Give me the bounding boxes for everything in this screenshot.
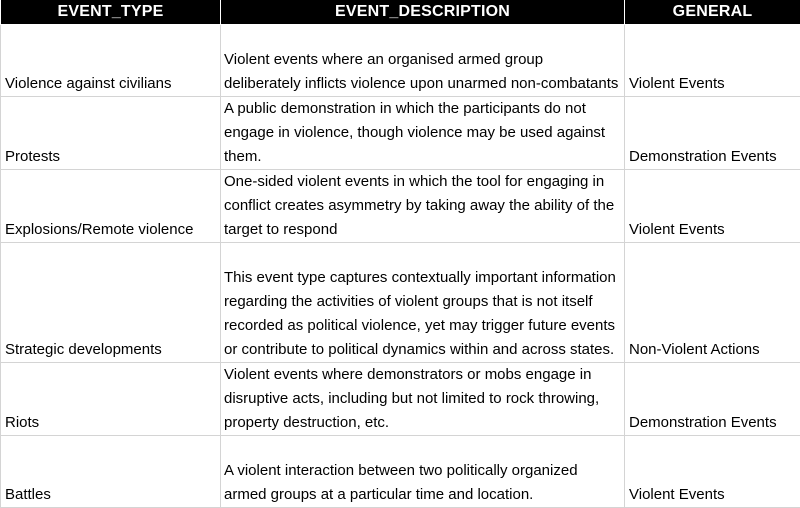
cell-general[interactable]: Violent Events <box>625 436 800 508</box>
cell-event-description[interactable]: Violent events where demonstrators or mobs engage in disruptive acts, including but not limited to rock throwing, property destruction, etc. <box>221 363 625 436</box>
cell-event-type[interactable]: Explosions/Remote violence <box>1 170 221 243</box>
header-event-type[interactable]: EVENT_TYPE <box>1 0 221 25</box>
table-row <box>1 170 800 243</box>
table-row <box>1 97 800 170</box>
cell-general[interactable]: Violent Events <box>625 170 800 243</box>
table-row <box>1 363 800 436</box>
cell-general[interactable]: Demonstration Events <box>625 363 800 436</box>
cell-event-description[interactable]: One-sided violent events in which the tool for engaging in conflict creates asymmetry by taking away the ability of the target to respond <box>221 170 625 243</box>
cell-general[interactable]: Non-Violent Actions <box>625 243 800 363</box>
cell-general[interactable]: Demonstration Events <box>625 97 800 170</box>
cell-general[interactable]: Violent Events <box>625 25 800 97</box>
header-event-description[interactable]: EVENT_DESCRIPTION <box>221 0 625 25</box>
cell-event-type[interactable]: Violence against civilians <box>1 25 221 97</box>
cell-event-type[interactable]: Battles <box>1 436 221 508</box>
cell-event-type[interactable]: Riots <box>1 363 221 436</box>
cell-event-description[interactable]: Violent events where an organised armed group deliberately inflicts violence upon unarmed non-combatants <box>221 25 625 97</box>
table-row <box>1 436 800 508</box>
cell-event-type[interactable]: Strategic developments <box>1 243 221 363</box>
table-row <box>1 243 800 363</box>
header-row <box>1 0 800 25</box>
cell-event-description[interactable]: A violent interaction between two politically organized armed groups at a particular time and location. <box>221 436 625 508</box>
header-general[interactable]: GENERAL <box>625 0 800 25</box>
cell-event-type[interactable]: Protests <box>1 97 221 170</box>
cell-event-description[interactable]: A public demonstration in which the participants do not engage in violence, though violence may be used against them. <box>221 97 625 170</box>
table-row <box>1 25 800 97</box>
cell-event-description[interactable]: This event type captures contextually important information regarding the activities of violent groups that is not itself recorded as political violence, yet may trigger future events or contribute to political dynamics within and across states. <box>221 243 625 363</box>
